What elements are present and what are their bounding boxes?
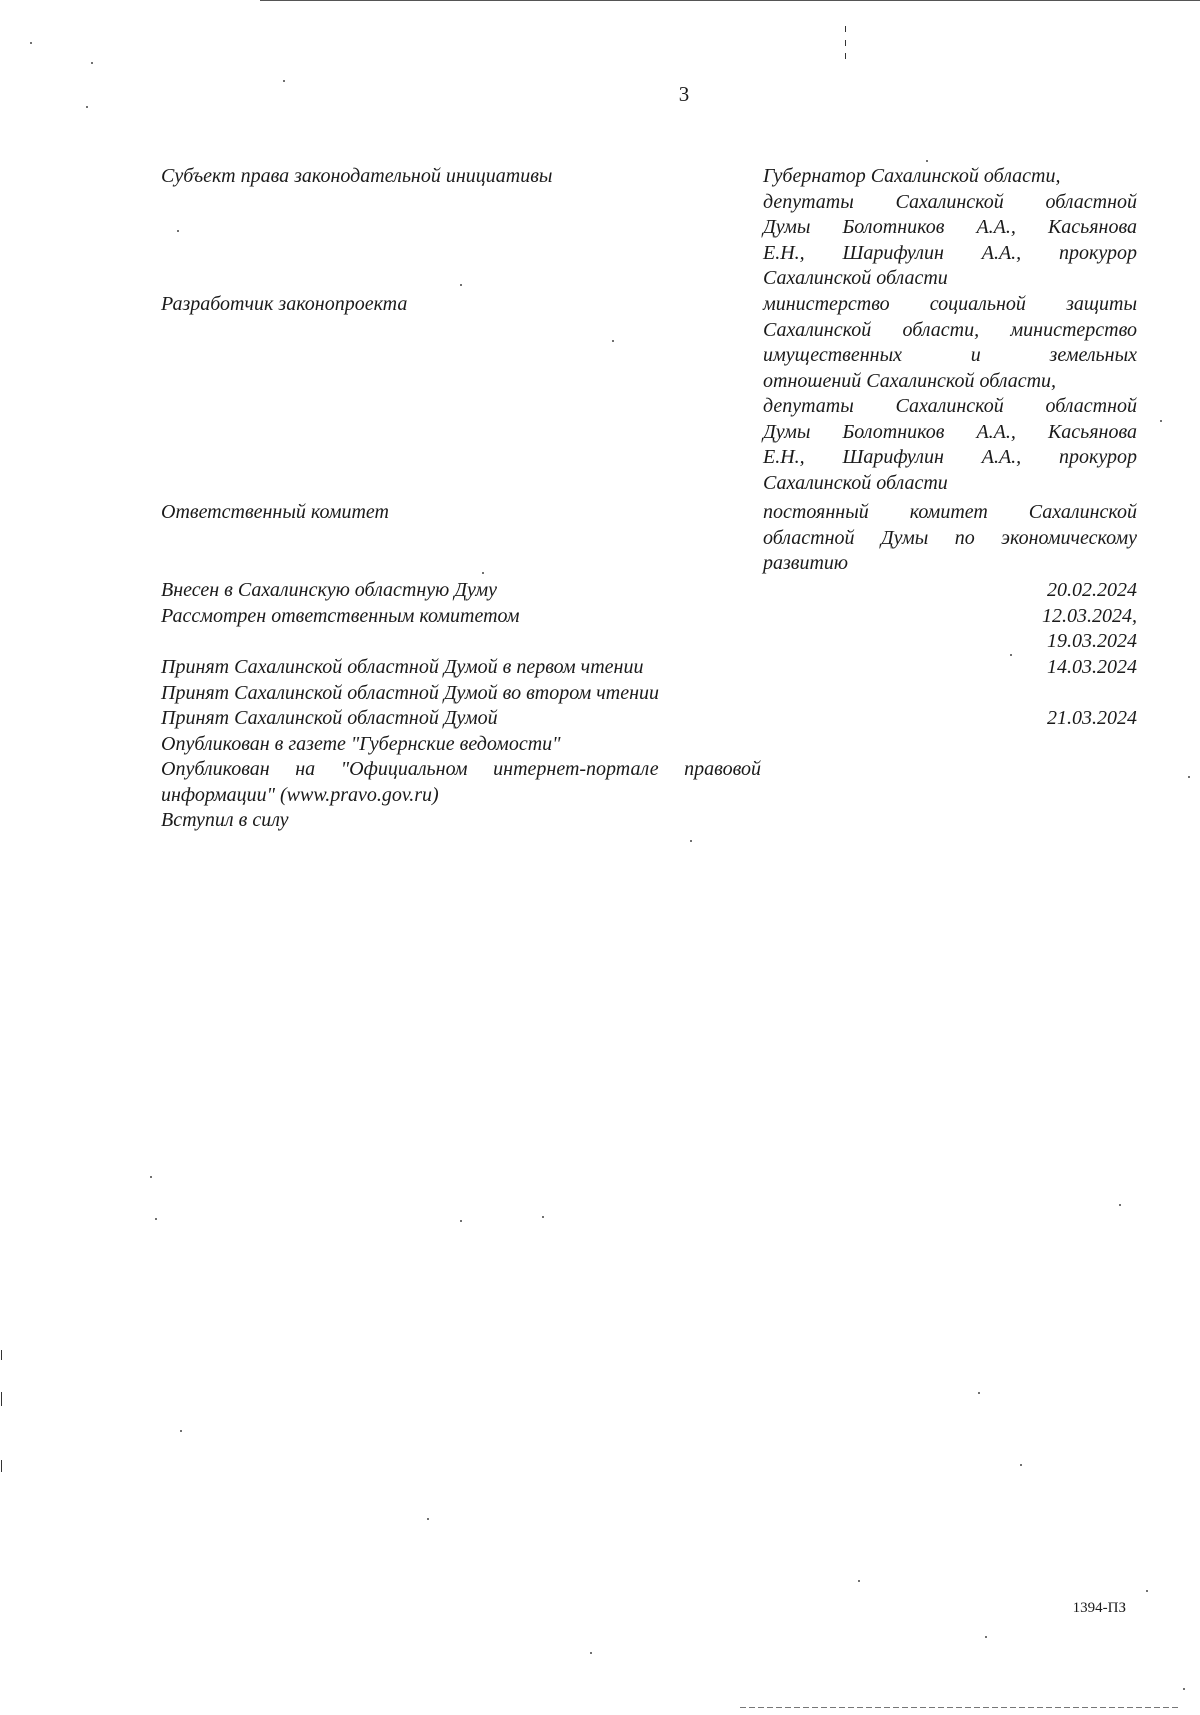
subject-label: Субъект права законодательной инициативы xyxy=(161,165,553,187)
scan-speck xyxy=(1119,1204,1121,1206)
scan-speck xyxy=(91,62,93,64)
scan-border-top xyxy=(260,0,1200,1)
subject-value-line: Е.Н., Шарифулин А.А., прокурор xyxy=(763,241,1137,264)
milestone-date: 14.03.2024 xyxy=(1047,656,1137,678)
developer-label: Разработчик законопроекта xyxy=(161,293,408,315)
milestone-label: Рассмотрен ответственным комитетом xyxy=(161,605,520,627)
scan-mark xyxy=(845,40,846,46)
scan-speck xyxy=(978,1392,980,1394)
committee-value-line: постоянный комитет Сахалинской xyxy=(763,501,1137,523)
subject-value-line: Сахалинской области xyxy=(763,267,948,289)
scan-border-bottom xyxy=(740,1707,1180,1708)
scan-speck xyxy=(1146,1590,1148,1592)
milestone-label: Опубликован в газете "Губернские ведомости" xyxy=(161,733,561,755)
scan-speck xyxy=(283,80,285,82)
scan-speck xyxy=(460,1220,462,1222)
developer-value-line: Сахалинской области xyxy=(763,471,948,494)
scan-speck xyxy=(177,230,179,232)
milestone-date: 21.03.2024 xyxy=(1047,707,1137,729)
scan-speck xyxy=(30,42,32,44)
subject-value-line: Губернатор Сахалинской области, xyxy=(763,165,1061,187)
scan-speck xyxy=(482,572,484,574)
scan-speck xyxy=(926,160,928,162)
scan-mark xyxy=(1,1350,2,1360)
subject-value-line: депутаты Сахалинской областной xyxy=(763,190,1137,213)
scan-speck xyxy=(150,1176,152,1178)
scan-speck xyxy=(1188,776,1190,778)
scan-speck xyxy=(155,1218,157,1220)
scan-speck xyxy=(460,284,462,286)
committee-label: Ответственный комитет xyxy=(161,501,389,523)
committee-value xyxy=(763,500,1137,577)
scan-mark xyxy=(845,53,846,59)
subject-value xyxy=(763,164,1137,292)
milestone-date: 19.03.2024 xyxy=(1047,630,1137,652)
milestone-label: Опубликован на "Официальном интернет-портале правовой информации" (www.pravo.gov.ru) xyxy=(161,758,761,806)
milestone-label: Принят Сахалинской областной Думой xyxy=(161,707,498,729)
scan-speck xyxy=(86,106,88,108)
committee-value-line: областной Думы по экономическому xyxy=(763,526,1137,549)
developer-value-line: отношений Сахалинской области, xyxy=(763,369,1057,392)
page-number: 3 xyxy=(678,82,690,106)
scan-speck xyxy=(1183,1688,1185,1690)
scan-speck xyxy=(427,1518,429,1520)
developer-value-line: Е.Н., Шарифулин А.А., прокурор xyxy=(763,446,1137,468)
developer-value xyxy=(763,292,1137,496)
document-code: 1394-ПЗ xyxy=(1072,1600,1126,1616)
milestone-label: Вступил в силу xyxy=(161,809,289,831)
scan-speck xyxy=(1020,1464,1022,1466)
scan-speck xyxy=(542,1216,544,1218)
milestone-label: Внесен в Сахалинскую областную Думу xyxy=(161,579,498,601)
milestone-label: Принят Сахалинской областной Думой во втором чтении xyxy=(161,682,660,704)
developer-value-line: имущественных и земельных xyxy=(763,344,1137,366)
scan-speck xyxy=(590,1652,592,1654)
scan-mark xyxy=(1,1460,2,1472)
scan-speck xyxy=(690,840,692,842)
developer-value-line: Думы Болотников А.А., Касьянова xyxy=(763,420,1137,443)
developer-value-line: министерство социальной защиты xyxy=(763,293,1137,315)
developer-value-line: Сахалинской области, министерство xyxy=(763,318,1137,341)
scan-speck xyxy=(1160,420,1162,422)
milestone-date: 20.02.2024 xyxy=(1047,579,1137,601)
scan-speck xyxy=(180,1430,182,1432)
scan-mark xyxy=(1,1392,2,1406)
scan-speck xyxy=(985,1636,987,1638)
scan-speck xyxy=(858,1580,860,1582)
milestone-label: Принят Сахалинской областной Думой в первом чтении xyxy=(161,656,644,678)
subject-value-line: Думы Болотников А.А., Касьянова xyxy=(763,216,1137,238)
milestone-date: 12.03.2024, xyxy=(1042,605,1137,627)
developer-value-line: депутаты Сахалинской областной xyxy=(763,395,1137,417)
committee-value-line: развитию xyxy=(763,552,849,574)
scan-mark xyxy=(845,26,846,32)
scan-speck xyxy=(612,340,614,342)
